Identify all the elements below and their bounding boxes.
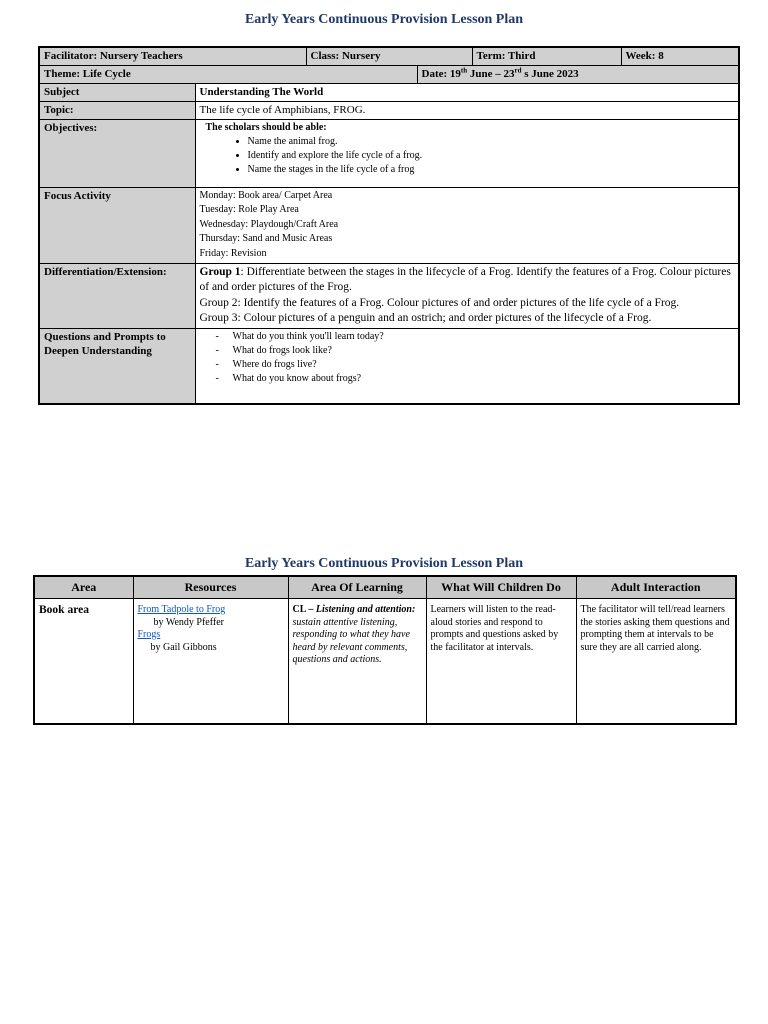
list-item: - What do you think you'll learn today?: [216, 330, 735, 344]
header-area-of-learning: Area Of Learning: [288, 576, 426, 599]
group-1-label: Group 1: [199, 265, 241, 278]
list-item: - Where do frogs live?: [216, 358, 735, 372]
header-adult-interaction: Adult Interaction: [576, 576, 736, 599]
list-item: - What do you know about frogs?: [216, 372, 735, 386]
list-item: Friday: Revision: [199, 247, 267, 259]
differentiation-label: Differentiation/Extension:: [39, 263, 195, 328]
area-of-learning-cell: [288, 599, 426, 725]
learning-code: CL –: [292, 604, 316, 615]
group-1-body: : Differentiate between the stages in the lifecycle of a Frog. Identify the features of a Frog. Colour pictures of and order pictures of the Frog.: [199, 265, 731, 293]
date-cell: [417, 65, 739, 83]
questions-list: [200, 330, 735, 386]
resource-link-tadpole[interactable]: From Tadpole to Frog: [137, 604, 226, 615]
objectives-list: [200, 135, 735, 177]
theme-cell: Theme: Life Cycle: [39, 65, 417, 83]
lesson-plan-table: [38, 46, 740, 405]
resource-author: by Gail Gibbons: [150, 641, 217, 653]
list-item: • Name the stages in the life cycle of a frog: [248, 163, 735, 177]
provision-table: [33, 575, 737, 725]
list-item: Monday: Book area/ Carpet Area: [199, 189, 333, 201]
header-resources: Resources: [133, 576, 288, 599]
resources-cell: [133, 599, 288, 725]
objectives-intro: The scholars should be able:: [205, 121, 327, 133]
questions-cell: [195, 328, 739, 404]
list-item: • Identify and explore the life cycle of a frog.: [248, 149, 735, 163]
topic-label: Topic:: [39, 101, 195, 119]
term-cell: Term: Third: [472, 47, 621, 65]
lesson-plan-title-2: Early Years Continuous Provision Lesson Plan: [244, 556, 524, 571]
list-item: - What do frogs look like?: [216, 344, 735, 358]
resource-author: by Wendy Pfeffer: [153, 616, 224, 628]
focus-label: Focus Activity: [39, 187, 195, 263]
group-2-text: Group 2: Identify the features of a Frog. Colour pictures of and order pictures of the life cycle of a Frog.: [199, 296, 680, 309]
children-do-cell: Learners will listen to the read-aloud stories and respond to prompts and questions asked by the facilitator at intervals.: [426, 599, 576, 725]
learning-text: sustain attentive listening, responding to what they have heard by relevant comments, questions and actions.: [292, 616, 410, 665]
date-sup-2: rd: [514, 65, 522, 74]
subject-label: Subject: [39, 83, 195, 101]
lesson-plan-title: Early Years Continuous Provision Lesson Plan: [244, 12, 524, 27]
differentiation-cell: [195, 263, 739, 328]
class-cell: Class: Nursery: [306, 47, 472, 65]
questions-label: Questions and Prompts to Deepen Understanding: [39, 328, 195, 404]
header-area: Area: [34, 576, 133, 599]
adult-interaction-cell: The facilitator will tell/read learners the stories asking them questions and prompting them at intervals to be sure they are all carried along.: [576, 599, 736, 725]
list-item: Wednesday: Playdough/Craft Area: [199, 218, 339, 230]
objectives-label: Objectives:: [39, 119, 195, 187]
header-what-children-do: What Will Children Do: [426, 576, 576, 599]
topic-value: The life cycle of Amphibians, FROG.: [195, 101, 739, 119]
list-item: Tuesday: Role Play Area: [199, 204, 299, 215]
list-item: • Name the animal frog.: [248, 135, 735, 149]
week-cell: Week: 8: [621, 47, 739, 65]
group-3-text: Group 3: Colour pictures of a penguin and an ostrich; and order pictures of the lifecycle of a Frog.: [199, 312, 652, 324]
date-label: Date: 19: [421, 67, 461, 80]
focus-cell: [195, 187, 739, 263]
subject-value: Understanding The World: [195, 83, 739, 101]
date-mid: June – 23: [467, 67, 515, 80]
date-sup-1: th: [460, 65, 468, 74]
area-cell: Book area: [34, 599, 133, 725]
group-1-text: [200, 265, 735, 296]
facilitator-cell: Facilitator: Nursery Teachers: [39, 47, 306, 65]
list-item: Thursday: Sand and Music Areas: [199, 233, 333, 244]
table-row: [34, 599, 736, 725]
objectives-cell: [195, 119, 739, 187]
resource-link-frogs[interactable]: Frogs: [137, 629, 161, 640]
learning-heading: Listening and attention:: [315, 604, 416, 615]
date-end: s June 2023: [521, 67, 579, 80]
